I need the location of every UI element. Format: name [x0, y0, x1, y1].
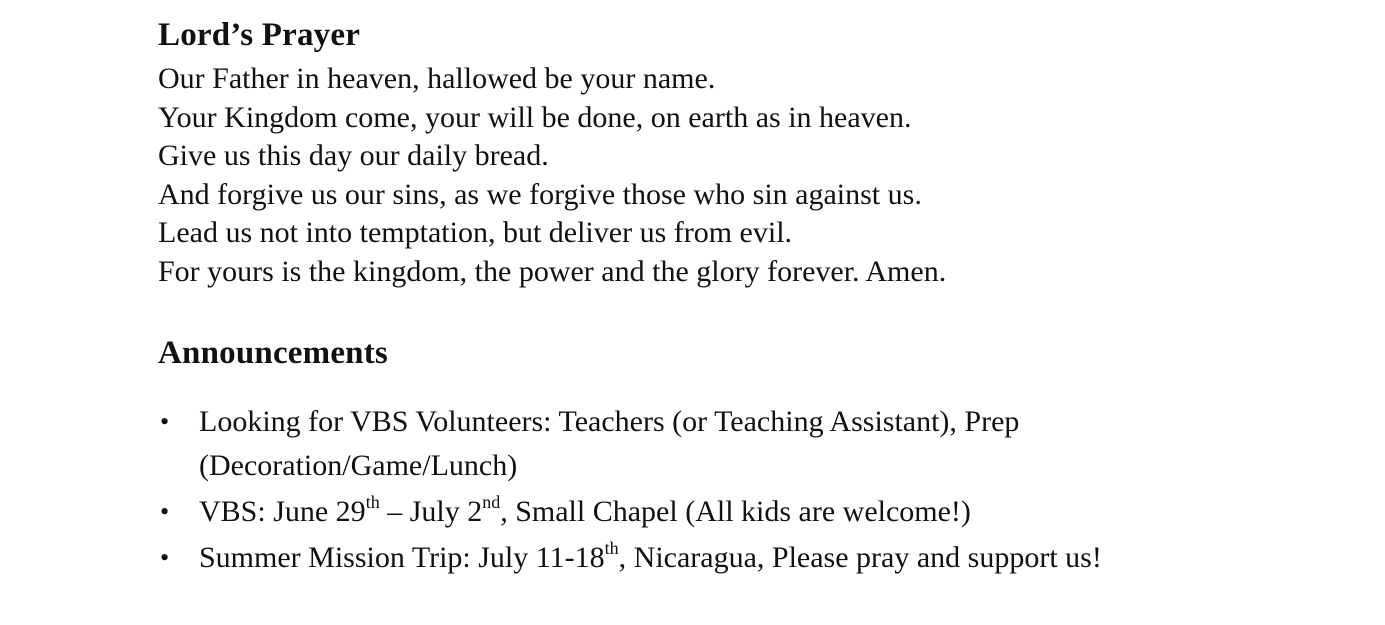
prayer-line: Give us this day our daily bread.	[158, 139, 549, 173]
prayer-line: And forgive us our sins, as we forgive those who sin against us.	[158, 177, 922, 211]
bullet-icon: •	[160, 406, 170, 436]
ordinal-suffix: nd	[482, 491, 501, 512]
announcement-text-part: , Nicaragua, Please pray and support us!	[618, 540, 1102, 574]
announcement-text-part: , Small Chapel (All kids are welcome!)	[500, 494, 971, 528]
ordinal-suffix: th	[365, 491, 380, 512]
announcement-item-vbs-dates	[158, 490, 1358, 534]
ordinal-suffix: th	[604, 537, 619, 558]
announcement-item-mission-trip	[158, 536, 1358, 580]
announcement-text: Looking for VBS Volunteers: Teachers (or Teaching Assistant), Prep	[199, 404, 1020, 438]
announcements-list	[158, 400, 1358, 580]
announcement-text-continued: (Decoration/Game/Lunch)	[199, 448, 518, 482]
announcement-text-part: – July 2	[379, 494, 483, 528]
prayer-line: For yours is the kingdom, the power and the glory forever. Amen.	[158, 254, 947, 288]
announcement-text	[199, 490, 1358, 534]
announcement-text	[199, 536, 1358, 580]
announcements-title: Announcements	[158, 334, 388, 371]
prayer-line: Our Father in heaven, hallowed be your name.	[158, 62, 716, 95]
announcement-text-part: Summer Mission Trip: July 11-18	[199, 540, 605, 574]
prayer-text	[158, 60, 1358, 292]
prayer-title: Lord’s Prayer	[158, 17, 361, 53]
prayer-line: Your Kingdom come, your will be done, on earth as in heaven.	[158, 100, 912, 134]
announcement-item-vbs-volunteers	[158, 400, 1358, 488]
bullet-icon: •	[160, 542, 170, 572]
prayer-line: Lead us not into temptation, but deliver us from evil.	[158, 216, 793, 250]
bulletin-page	[158, 14, 1358, 582]
bullet-icon: •	[160, 496, 170, 526]
announcement-text-part: VBS: June 29	[199, 494, 366, 528]
